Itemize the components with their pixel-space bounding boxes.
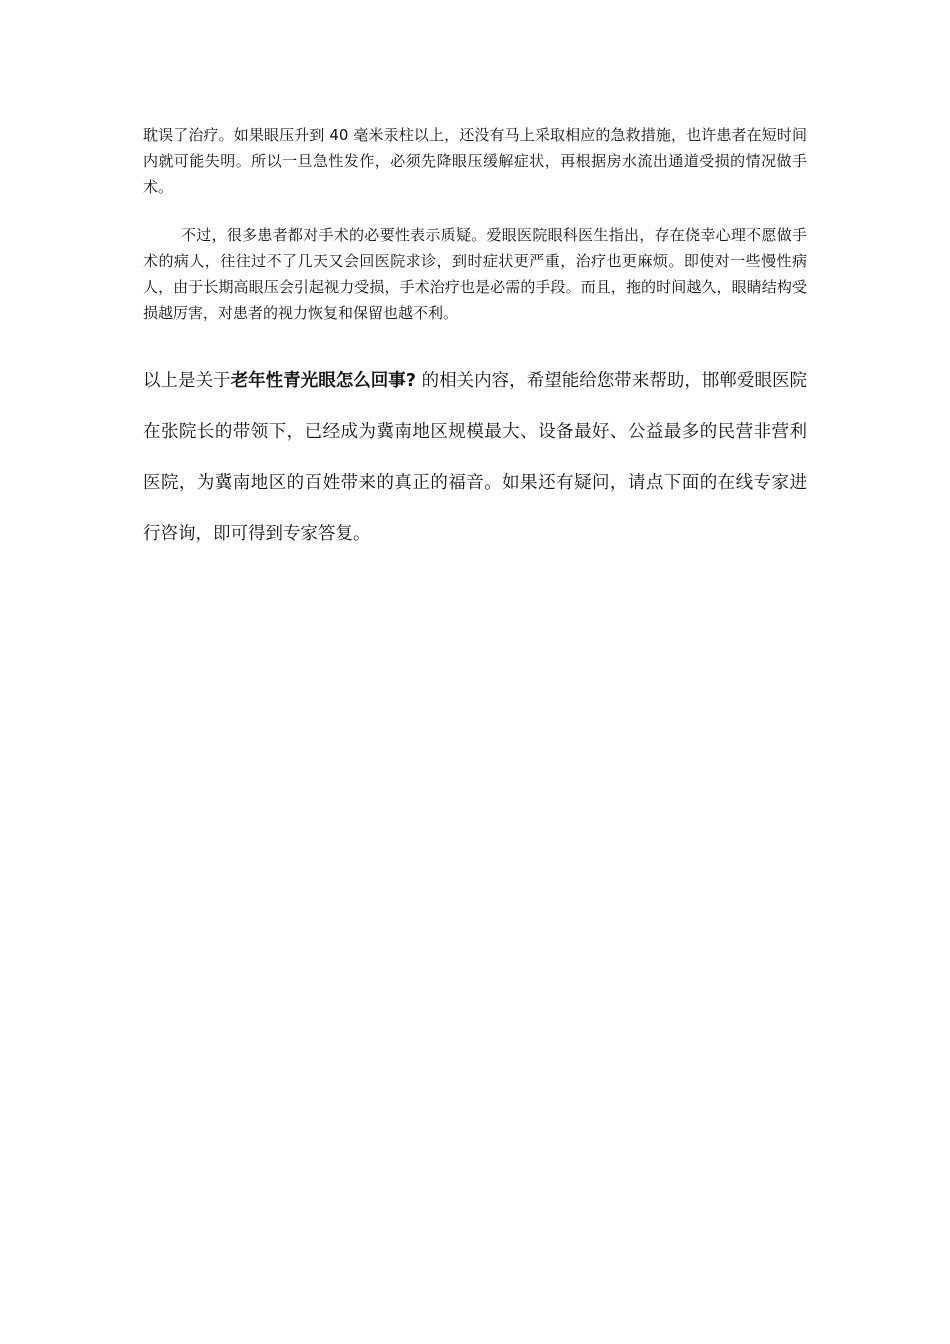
- closing-topic: 老年性青光眼怎么回事?: [230, 371, 416, 391]
- closing-paragraph: [143, 356, 807, 560]
- paragraph-treatment-delay: 耽误了治疗。如果眼压升到 40 毫米汞柱以上，还没有马上采取相应的急救措施，也许患者在短时间内就可能失明。所以一旦急性发作，必须先降眼压缓解症状，再根据房水流出通道受损的情况做手术。: [143, 126, 807, 196]
- closing-prefix: 以上是关于: [143, 371, 231, 391]
- paragraph-surgery-necessity: 不过，很多患者都对手术的必要性表示质疑。爱眼医院眼科医生指出，存在侥幸心理不愿做手术的病人，往往过不了几天又会回医院求诊，到时症状更严重，治疗也更麻烦。即使对一些慢性病人，由于长期高眼压会引起视力受损，手术治疗也是必需的手段。而且，拖的时间越久，眼睛结构受损越厉害，对患者的视力恢复和保留也越不利。: [143, 226, 807, 322]
- closing-suffix: 的相关内容，希望能给您带来帮助，邯郸爱眼医院在张院长的带领下，已经成为冀南地区规模最大、设备最好、公益最多的民营非营利医院，为冀南地区的百姓带来的真正的福音。如果还有疑问，请点下面的在线专家进行咨询，即可得到专家答复。: [143, 371, 808, 544]
